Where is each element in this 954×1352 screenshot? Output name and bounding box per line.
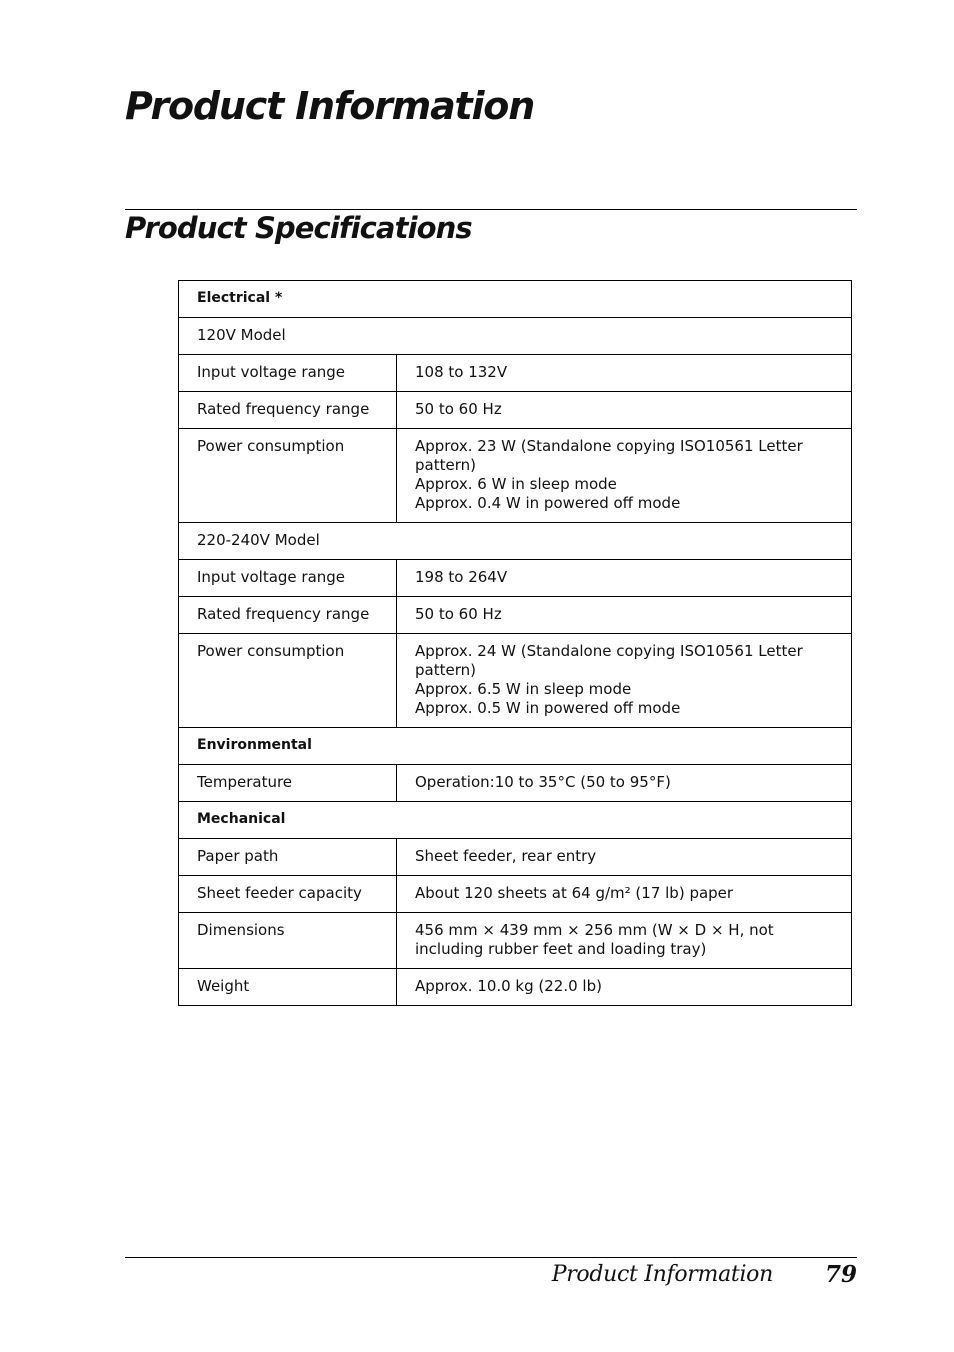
value-line: Approx. 0.4 W in powered off mode <box>415 494 681 512</box>
row-value: Operation:10 to 35°C (50 to 95°F) <box>397 765 852 802</box>
table-subheader-row <box>179 318 852 355</box>
group-header-mechanical: Mechanical <box>179 802 852 839</box>
table-row <box>179 429 852 523</box>
table-group-row <box>179 802 852 839</box>
table-group-row <box>179 728 852 765</box>
table-row <box>179 969 852 1006</box>
row-label: Weight <box>179 969 397 1006</box>
subheader-120v-model: 120V Model <box>179 318 852 355</box>
row-label: Dimensions <box>179 913 397 969</box>
table-row <box>179 876 852 913</box>
row-label: Input voltage range <box>179 560 397 597</box>
value-line: Approx. 6 W in sleep mode <box>415 475 617 493</box>
row-label: Sheet feeder capacity <box>179 876 397 913</box>
row-label: Power consumption <box>179 429 397 523</box>
row-value: 108 to 132V <box>397 355 852 392</box>
value-line: Approx. 24 W (Standalone copying ISO10561 Letter pattern) <box>415 642 803 679</box>
row-value-multiline <box>397 429 852 523</box>
row-label: Paper path <box>179 839 397 876</box>
table-row <box>179 634 852 728</box>
row-value: About 120 sheets at 64 g/m² (17 lb) paper <box>397 876 852 913</box>
row-value: 50 to 60 Hz <box>397 392 852 429</box>
row-label: Rated frequency range <box>179 392 397 429</box>
row-label: Input voltage range <box>179 355 397 392</box>
row-value: 198 to 264V <box>397 560 852 597</box>
section-title: Product Specifications <box>125 211 472 245</box>
chapter-title: Product Information <box>125 84 535 128</box>
subheader-220-240v-model: 220-240V Model <box>179 523 852 560</box>
table-row <box>179 597 852 634</box>
group-header-environmental: Environmental <box>179 728 852 765</box>
row-label: Rated frequency range <box>179 597 397 634</box>
table-row <box>179 765 852 802</box>
footer-title: Product Information <box>551 1262 773 1287</box>
table-subheader-row <box>179 523 852 560</box>
row-value: 456 mm × 439 mm × 256 mm (W × D × H, not including rubber feet and loading tray) <box>397 913 852 969</box>
row-value: Approx. 10.0 kg (22.0 lb) <box>397 969 852 1006</box>
specifications-table <box>178 280 852 1006</box>
value-line: Approx. 6.5 W in sleep mode <box>415 680 632 698</box>
table-row <box>179 392 852 429</box>
group-header-electrical: Electrical * <box>179 281 852 318</box>
footer-divider <box>125 1257 857 1258</box>
table-row <box>179 913 852 969</box>
table-row <box>179 560 852 597</box>
table-row <box>179 355 852 392</box>
row-value-multiline <box>397 634 852 728</box>
row-value: 50 to 60 Hz <box>397 597 852 634</box>
table-group-row <box>179 281 852 318</box>
value-line: Approx. 23 W (Standalone copying ISO10561 Letter pattern) <box>415 437 803 474</box>
page-number: 79 <box>824 1261 857 1288</box>
value-line: Approx. 0.5 W in powered off mode <box>415 699 681 717</box>
row-label: Temperature <box>179 765 397 802</box>
row-label: Power consumption <box>179 634 397 728</box>
table-row <box>179 839 852 876</box>
row-value: Sheet feeder, rear entry <box>397 839 852 876</box>
